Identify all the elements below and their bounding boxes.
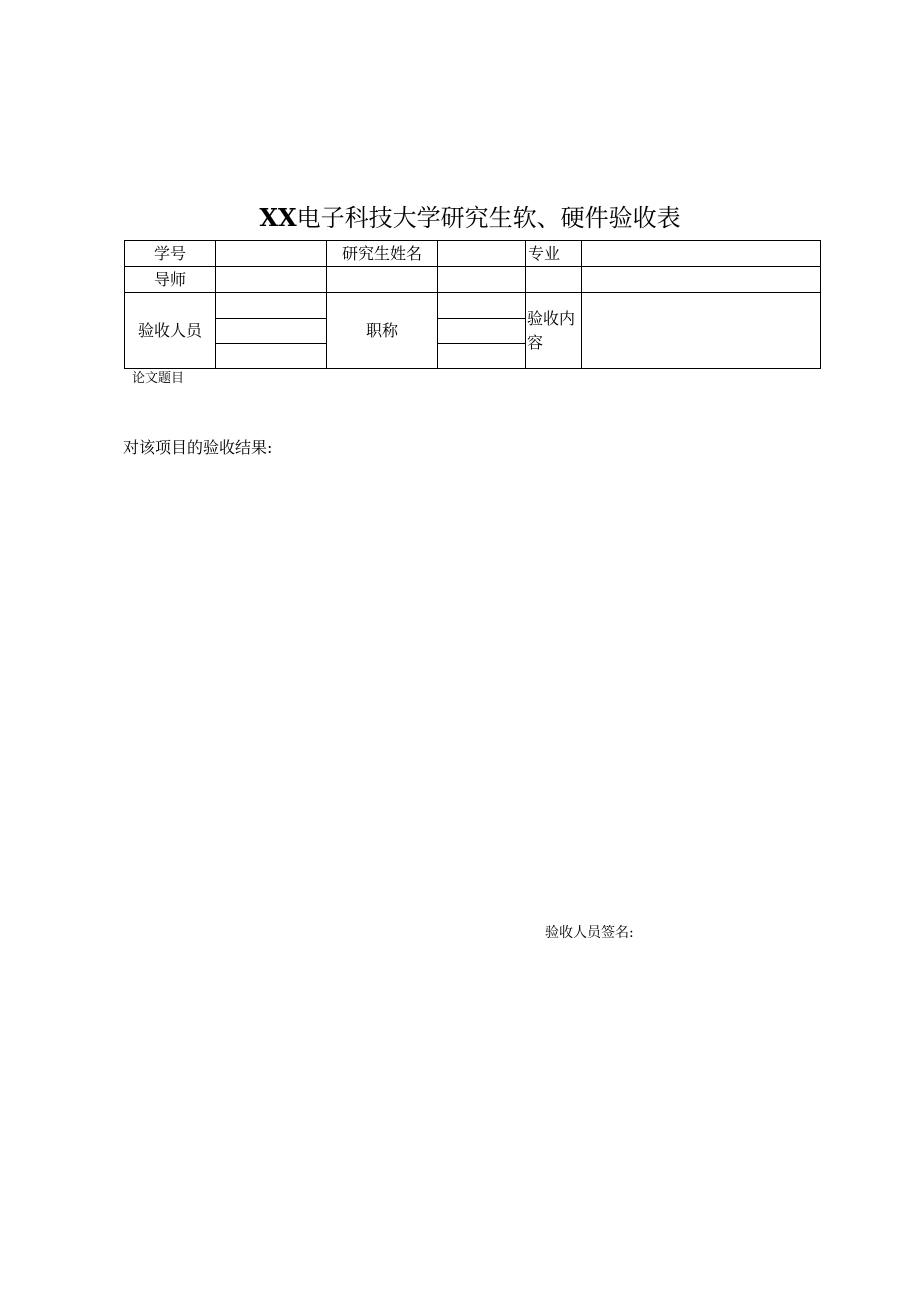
- student-id-label: 学号: [125, 241, 216, 267]
- job-title-field-1[interactable]: [438, 294, 525, 318]
- inspector-field-1[interactable]: [216, 294, 326, 318]
- student-name-label: 研究生姓名: [327, 241, 438, 267]
- inspector-signature-label: 验收人员签名:: [545, 925, 634, 941]
- empty-cell: [438, 267, 526, 293]
- paper-title-label: 论文题目: [132, 371, 185, 386]
- table-row-advisor: [125, 267, 821, 293]
- empty-cell: [327, 267, 438, 293]
- student-id-field[interactable]: [216, 241, 327, 267]
- inspectors-label: 验收人员: [125, 293, 216, 369]
- job-title-label: 职称: [327, 293, 438, 369]
- job-title-field-3[interactable]: [438, 343, 525, 368]
- major-label: 专业: [526, 241, 582, 267]
- document-title: [0, 200, 920, 236]
- inspector-field-2[interactable]: [216, 318, 326, 343]
- job-title-field-2[interactable]: [438, 318, 525, 343]
- acceptance-result-label: 对该项目的验收结果:: [123, 438, 273, 457]
- inspector-field-3[interactable]: [216, 343, 326, 368]
- inspectors-fields: [216, 293, 327, 369]
- acceptance-content-field[interactable]: [582, 293, 821, 369]
- title-main: 电子科技大学研究生软、硬件验收表: [296, 204, 681, 232]
- student-name-field[interactable]: [438, 241, 526, 267]
- empty-cell: [582, 267, 821, 293]
- table-row-student-info: [125, 241, 821, 267]
- major-field[interactable]: [582, 241, 821, 267]
- advisor-label: 导师: [125, 267, 216, 293]
- acceptance-content-label: 验收内容: [526, 293, 582, 369]
- empty-cell: [526, 267, 582, 293]
- title-prefix: XX: [259, 203, 297, 232]
- job-title-fields: [438, 293, 526, 369]
- table-row-inspectors: [125, 293, 821, 369]
- acceptance-form-table: [124, 240, 821, 369]
- advisor-field[interactable]: [216, 267, 327, 293]
